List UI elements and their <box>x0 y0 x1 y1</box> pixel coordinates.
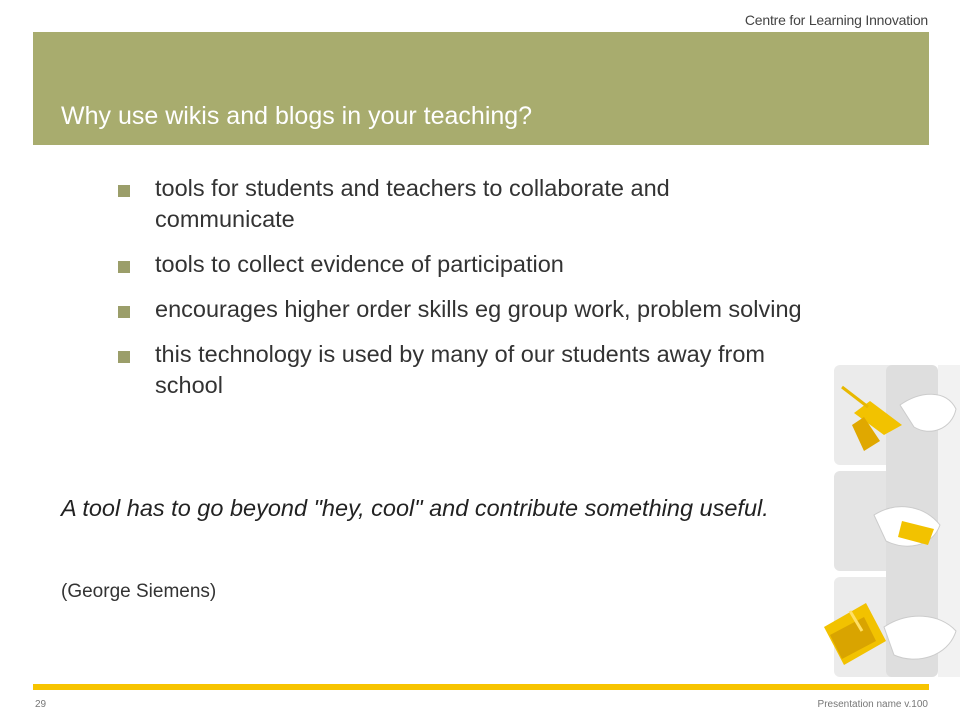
quote-author: (George Siemens) <box>61 581 217 602</box>
square-bullet-icon <box>118 185 130 197</box>
square-bullet-icon <box>118 261 130 273</box>
square-bullet-icon <box>118 306 130 318</box>
bullet-list <box>115 173 815 415</box>
presentation-name: Presentation name v.100 <box>817 699 928 710</box>
footer-divider <box>33 684 929 690</box>
title-banner <box>33 32 929 145</box>
bullet-text: tools for students and teachers to collaborate and communicate <box>155 175 670 232</box>
quote-text: A tool has to go beyond "hey, cool" and contribute something useful. <box>61 495 769 521</box>
bullet-item <box>115 339 815 401</box>
square-bullet-icon <box>118 351 130 363</box>
bullet-item <box>115 294 815 325</box>
bullet-item <box>115 173 815 235</box>
page-number: 29 <box>35 699 47 710</box>
slide-title: Why use wikis and blogs in your teaching? <box>61 102 533 130</box>
bullet-text: tools to collect evidence of participation <box>155 251 564 277</box>
bullet-text: encourages higher order skills eg group work, problem solving <box>155 296 802 322</box>
decorative-device-illustration <box>824 365 960 685</box>
bullet-item <box>115 249 815 280</box>
bullet-text: this technology is used by many of our students away from school <box>155 341 766 398</box>
organisation-name: Centre for Learning Innovation <box>744 12 928 28</box>
